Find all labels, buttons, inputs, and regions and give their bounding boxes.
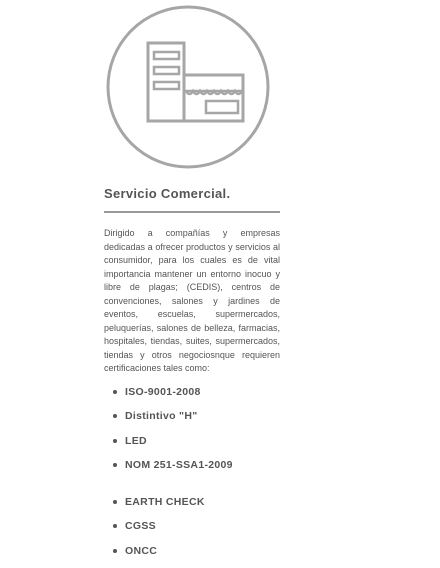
list-item xyxy=(104,544,304,568)
title-divider xyxy=(104,211,280,213)
bullet-icon xyxy=(113,524,117,528)
list-item-label: EARTH CHECK xyxy=(125,496,205,508)
bullet-icon xyxy=(113,439,117,443)
list-item xyxy=(104,385,304,409)
bullet-icon xyxy=(113,549,117,553)
list-item-label: Distintivo "H" xyxy=(125,410,198,423)
bullet-icon xyxy=(113,463,117,467)
bullet-icon xyxy=(113,390,117,394)
certification-list-secondary xyxy=(104,495,304,568)
list-item xyxy=(104,409,304,433)
list-item-label: CGSS xyxy=(125,520,156,533)
list-item xyxy=(104,519,304,543)
list-item-label: LED xyxy=(125,434,147,447)
list-item-label: NOM 251-SSA1-2009 xyxy=(125,458,233,471)
service-title: Servicio Comercial. xyxy=(104,186,231,201)
list-item-label: ONCC xyxy=(125,544,158,557)
list-item xyxy=(104,434,304,458)
list-item xyxy=(104,495,304,519)
service-description: Dirigido a compañías y empresas dedicadas a ofrecer productos y servicios al consumidor, para los cuales es de vital importancia mantener un entorno inocuo y libre de plagas; (CEDIS), centros de convenciones, salones y jardines de eventos, escuelas, supermercados, peluquerías, salones de belleza, farmacias, hospitales, tiendas, suites, supermercados, tiendas y otros negociosnque requieren certificaciones tales como: xyxy=(104,228,280,373)
list-item-label: ISO-9001-2008 xyxy=(125,386,201,398)
certification-list-primary xyxy=(104,385,304,482)
list-item xyxy=(104,458,304,482)
bullet-icon xyxy=(113,500,117,504)
bullet-icon xyxy=(113,414,117,418)
commercial-building-icon xyxy=(106,5,270,169)
